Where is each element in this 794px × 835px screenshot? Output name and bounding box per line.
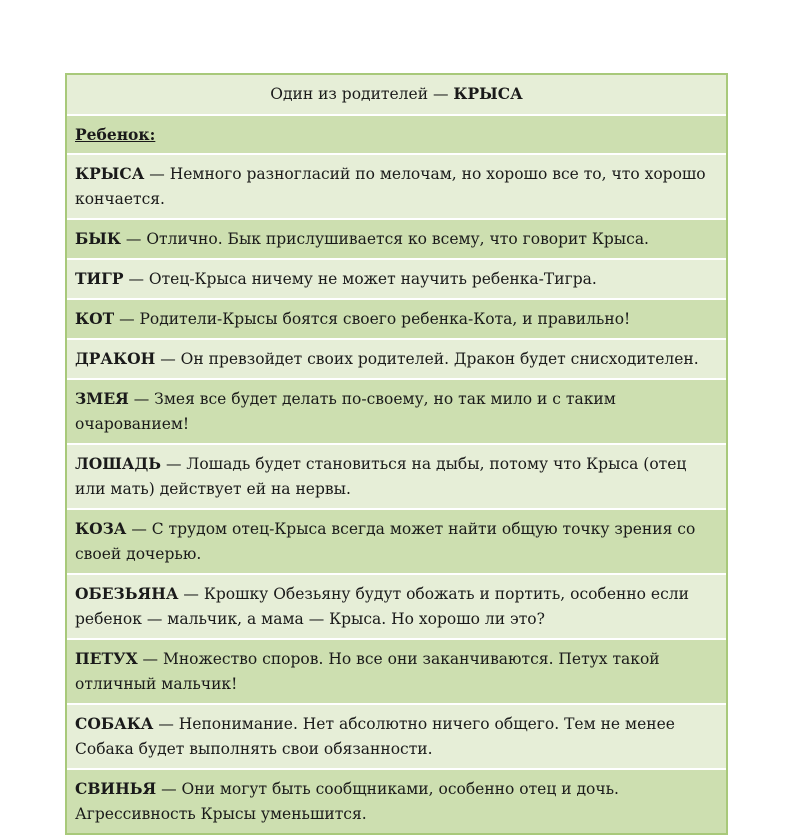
row-animal: СВИНЬЯ [75,779,157,798]
row-text: — Крошку Обезьяну будут обожать и портить, особенно если ребенок — мальчик, а мама — Крыса. Но хорошо ли это? [75,585,689,628]
row-text: — Отец-Крыса ничему не может научить ребенка-Тигра. [123,270,597,288]
row-text: — Лошадь будет становиться на дыбы, потому что Крыса (отец или мать) действует ей на нервы. [75,455,687,498]
table-row [67,155,726,220]
row-text: — Непонимание. Нет абсолютно ничего общего. Тем не менее Собака будет выполнять свои обязанности. [75,715,675,758]
table-row [67,260,726,300]
row-animal: КРЫСА [75,164,145,183]
compatibility-table [65,73,728,835]
table-row [67,300,726,340]
table-row [67,640,726,705]
row-text: — Они могут быть сообщниками, особенно отец и дочь. Агрессивность Крысы уменьшится. [75,780,619,823]
row-animal: ДРАКОН [75,349,156,368]
table-row [67,705,726,770]
row-animal: КОЗА [75,519,127,538]
table-row [67,510,726,575]
table-row [67,380,726,445]
table-row [67,445,726,510]
child-subheader: Ребенок: [67,116,726,155]
row-text: — Он превзойдет своих родителей. Дракон будет снисходителен. [155,350,699,368]
row-text: — Немного разногласий по мелочам, но хорошо все то, что хорошо кончается. [75,165,706,208]
row-animal: КОТ [75,309,115,328]
row-animal: ЗМЕЯ [75,389,129,408]
row-animal: БЫК [75,229,121,248]
row-text: — Множество споров. Но все они заканчиваются. Петух такой отличный мальчик! [75,650,660,693]
row-text: — Отлично. Бык прислушивается ко всему, что говорит Крыса. [120,230,649,248]
row-animal: ОБЕЗЬЯНА [75,584,179,603]
row-text: — Родители-Крысы боятся своего ребенка-Кота, и правильно! [114,310,631,328]
row-text: — Змея все будет делать по-своему, но так мило и с таким очарованием! [75,390,616,433]
row-animal: ПЕТУХ [75,649,138,668]
table-title [67,75,726,116]
row-animal: СОБАКА [75,714,154,733]
table-row [67,220,726,260]
row-animal: ЛОШАДЬ [75,454,162,473]
title-accent: КРЫСА [453,84,523,103]
table-row [67,575,726,640]
title-prefix: Один из родителей — [270,85,454,103]
row-text: — С трудом отец-Крыса всегда может найти общую точку зрения со своей дочерью. [75,520,696,563]
table-row [67,340,726,380]
table-row [67,770,726,833]
row-animal: ТИГР [75,269,124,288]
